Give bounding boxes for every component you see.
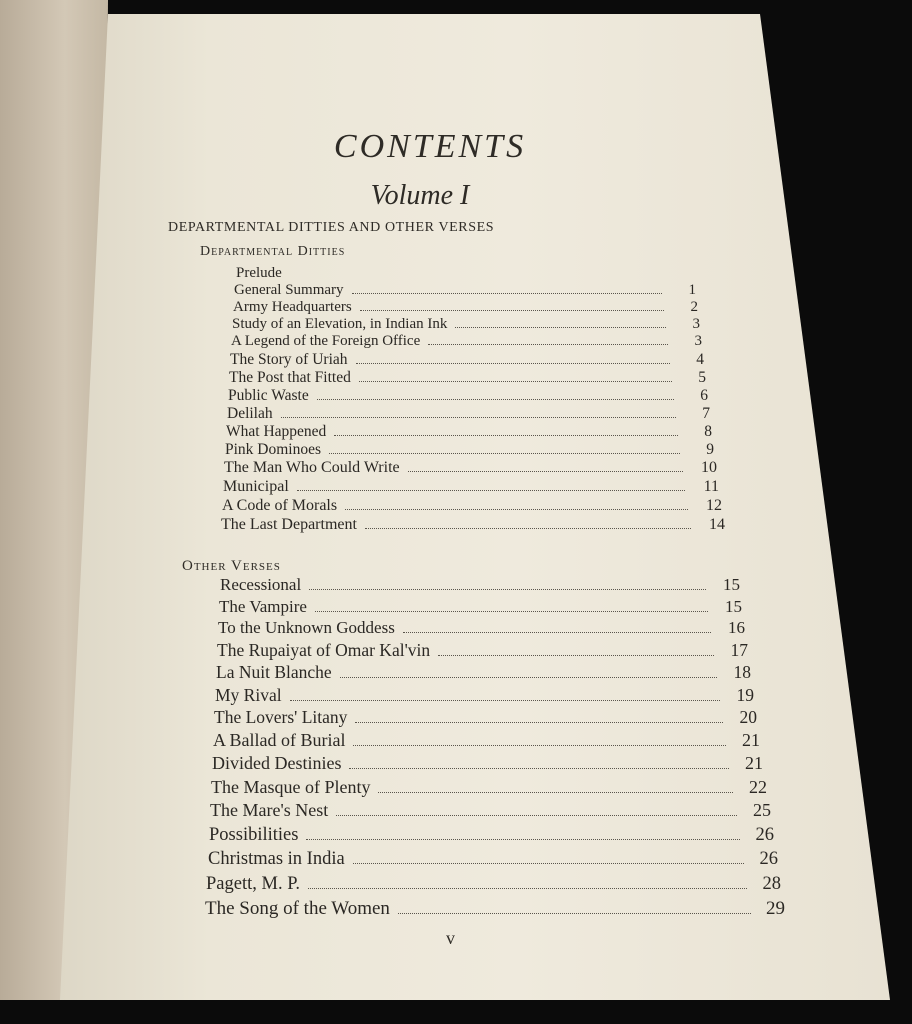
entry-page: 18 (733, 662, 751, 682)
entry-title: Possibilities (209, 825, 299, 845)
group-heading-other-verses: Other Verses (182, 558, 281, 574)
dot-leader (353, 863, 744, 864)
page-folio: v (446, 928, 455, 948)
entry-page: 7 (702, 405, 710, 422)
toc-entry (208, 849, 778, 870)
toc-entry (216, 662, 751, 683)
dot-leader (345, 509, 688, 510)
toc-entry (211, 777, 767, 798)
dot-leader (408, 471, 683, 472)
toc-entry (231, 333, 702, 350)
toc-entry (210, 800, 771, 821)
dot-leader (340, 677, 717, 678)
toc-entry (234, 282, 696, 299)
contents-title: CONTENTS (333, 128, 527, 165)
toc-entry (209, 825, 774, 846)
entry-title: Public Waste (228, 387, 309, 404)
entry-title: Army Headquarters (233, 299, 352, 315)
entry-title: La Nuit Blanche (216, 662, 332, 682)
dot-leader (308, 888, 747, 889)
entry-page: 5 (698, 369, 706, 386)
dot-leader (365, 528, 691, 529)
entry-title: The Mare's Nest (210, 800, 329, 820)
dot-leader (297, 490, 685, 491)
entry-title: The Rupaiyat of Omar Kal'vin (217, 640, 431, 660)
entry-page: 6 (700, 387, 708, 404)
dot-leader (378, 792, 733, 793)
entry-title: The Song of the Women (205, 898, 390, 919)
dot-leader (315, 611, 708, 612)
entry-page: 21 (745, 753, 763, 773)
entry-page: 28 (762, 874, 781, 894)
entry-page: 20 (739, 707, 757, 727)
entry-title: Christmas in India (208, 849, 345, 869)
toc-entry (217, 640, 748, 661)
dot-leader (355, 722, 723, 723)
dot-leader (317, 399, 674, 400)
entry-page: 21 (742, 730, 760, 750)
toc-entry (232, 316, 700, 333)
toc-entry (226, 423, 712, 441)
toc-entry (221, 516, 725, 534)
entry-title: Prelude (236, 265, 282, 281)
entry-page: 26 (755, 825, 774, 845)
toc-entry (205, 898, 785, 920)
entry-title: The Post that Fitted (229, 369, 351, 386)
toc-entry (233, 299, 698, 316)
dot-leader (359, 381, 672, 382)
entry-title: What Happened (226, 423, 327, 440)
toc-entry (223, 478, 719, 496)
entry-title: A Ballad of Burial (213, 730, 346, 750)
group-heading-departmental-ditties: Departmental Ditties (200, 244, 346, 259)
dot-leader (403, 632, 711, 633)
entry-title: A Code of Morals (222, 497, 338, 514)
entry-page: 16 (728, 618, 745, 637)
entry-page: 4 (696, 351, 704, 368)
entry-page: 19 (736, 685, 754, 705)
entry-page: 1 (688, 282, 696, 298)
entry-page: 3 (692, 316, 700, 332)
dot-leader (352, 293, 662, 294)
toc-entry (214, 707, 757, 728)
dot-leader (329, 453, 680, 454)
dot-leader (428, 344, 668, 345)
toc-entry (218, 618, 745, 638)
dot-leader (306, 839, 740, 840)
entry-page: 29 (766, 898, 785, 919)
dot-leader (455, 327, 666, 328)
entry-title: The Story of Uriah (230, 351, 348, 368)
entry-title: Study of an Elevation, in Indian Ink (232, 316, 448, 332)
entry-title: The Man Who Could Write (224, 459, 400, 476)
entry-page: 15 (725, 597, 742, 616)
section-heading: DEPARTMENTAL DITTIES AND OTHER VERSES (168, 220, 495, 235)
toc-entry (224, 459, 717, 477)
toc-entry (219, 597, 742, 617)
entry-page: 9 (706, 441, 714, 458)
entry-title: Divided Destinies (212, 753, 342, 773)
entry-title: The Masque of Plenty (211, 777, 371, 797)
entry-page: 8 (704, 423, 712, 440)
entry-page: 12 (706, 497, 722, 514)
toc-entry (228, 387, 708, 405)
toc-entry (220, 575, 740, 595)
dot-leader (334, 435, 678, 436)
toc-entry (222, 497, 722, 515)
dot-leader (353, 745, 726, 746)
entry-title: Recessional (220, 575, 302, 594)
toc-entry (227, 405, 710, 423)
entry-title: Pink Dominoes (225, 441, 322, 458)
toc-entry (215, 685, 754, 706)
entry-title: Municipal (223, 478, 289, 495)
dot-leader (309, 589, 706, 590)
entry-title: General Summary (234, 282, 344, 298)
entry-page: 11 (703, 478, 719, 495)
entry-page: 10 (701, 459, 717, 476)
toc-entry (212, 753, 763, 774)
dot-leader (438, 655, 714, 656)
toc-entry (206, 874, 781, 895)
dot-leader (349, 768, 729, 769)
entry-page: 17 (730, 640, 748, 660)
dot-leader (336, 815, 737, 816)
entry-page: 15 (723, 575, 740, 594)
dot-leader (356, 363, 670, 364)
entry-title: Pagett, M. P. (206, 874, 301, 894)
entry-page: 26 (759, 849, 778, 869)
entry-title: Delilah (227, 405, 273, 422)
entry-page: 2 (690, 299, 698, 315)
entry-page: 3 (694, 333, 702, 349)
dot-leader (398, 913, 751, 914)
toc-entry (230, 351, 704, 369)
entry-title: The Lovers' Litany (214, 707, 348, 727)
toc-entry (229, 369, 706, 387)
entry-page: 22 (749, 777, 767, 797)
dot-leader (290, 700, 720, 701)
toc-entry (213, 730, 760, 751)
dot-leader (281, 417, 676, 418)
volume-title: Volume I (370, 180, 470, 211)
toc-entry (236, 265, 696, 282)
entry-page: 25 (753, 800, 771, 820)
entry-title: My Rival (215, 685, 282, 705)
dot-leader (360, 310, 664, 311)
entry-title: To the Unknown Goddess (218, 618, 395, 637)
entry-page: 14 (709, 516, 725, 533)
toc-entry (225, 441, 714, 459)
entry-title: A Legend of the Foreign Office (231, 333, 421, 349)
entry-title: The Last Department (221, 516, 357, 533)
entry-title: The Vampire (219, 597, 307, 616)
